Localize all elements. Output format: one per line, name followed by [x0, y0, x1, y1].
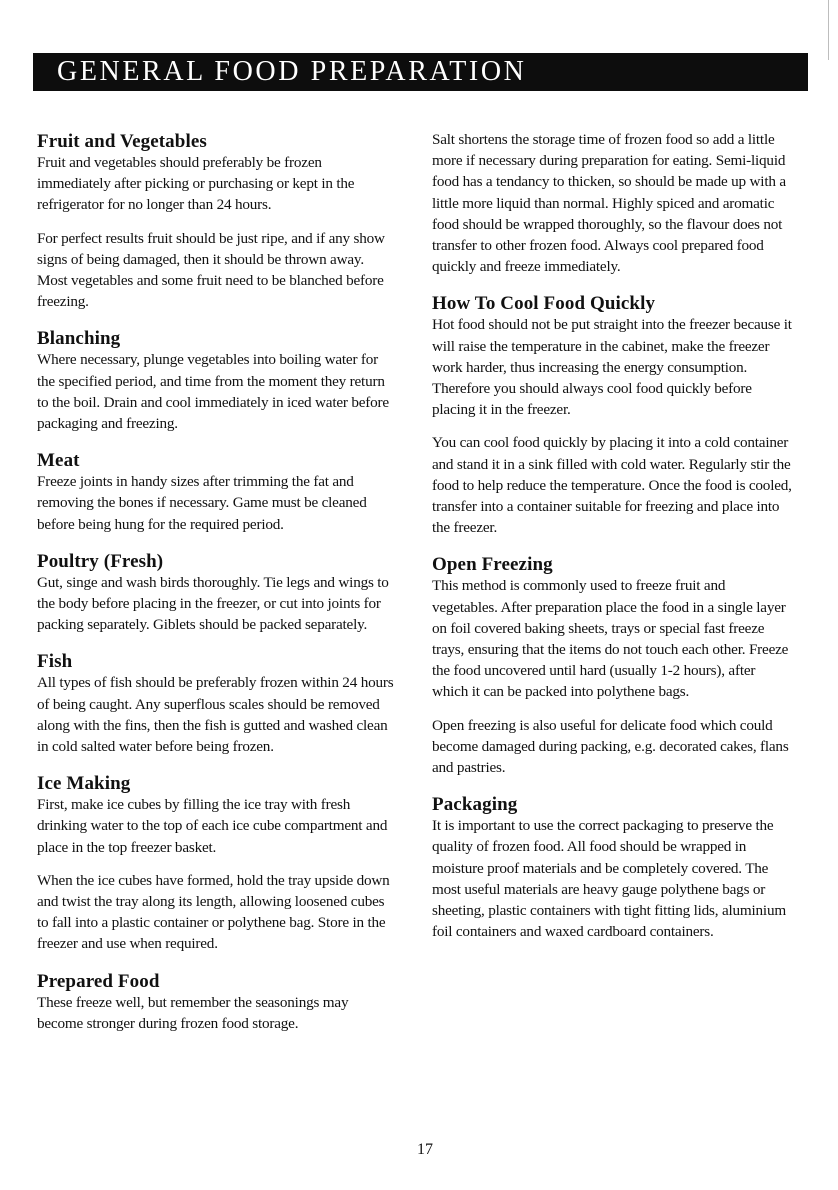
section-paragraph: This method is commonly used to freeze fruit and vegetables. After preparation place the food in a single layer on foil covered baking sheets, trays or special fast freeze trays, ensuring that the items do not touch each other. Freeze the food uncovered until hard (usually 1-2 hours), after which it can be packed into polythene bags. — [432, 577, 789, 701]
right-column — [432, 129, 792, 943]
section-paragraph: Gut, singe and wash birds thoroughly. Tie legs and wings to the body before placing in the freezer, or cut into joints for packing separately. Giblets should be packed separately. — [37, 573, 389, 634]
page-number: 17 — [417, 1141, 433, 1158]
section-heading: Fish — [37, 651, 73, 673]
section-paragraph: Hot food should not be put straight into the freezer because it will raise the temperature in the cabinet, make the freezer work harder, thus increasing the energy consumption. Therefore you should always cool food quickly before placing it in the freezer. — [432, 316, 792, 419]
section-blanching — [37, 328, 397, 434]
section-prepared-food — [37, 971, 397, 1034]
section-paragraph: First, make ice cubes by filling the ice tray with fresh drinking water to the top of each ice cube compartment and place in the top freezer basket. — [37, 796, 388, 856]
section-poultry-fresh — [37, 551, 397, 636]
section-paragraph: Freeze joints in handy sizes after trimming the fat and removing the bones if necessary. Game must be cleaned before being hung for the required period. — [37, 473, 367, 533]
section-heading: Prepared Food — [37, 970, 160, 992]
section-paragraph: It is important to use the correct packaging to preserve the quality of frozen food. All food should be wrapped in moisture proof materials and be completely covered. The most useful materials are heavy gauge polythene bags or sheeting, plastic containers with tight fitting lids, aluminium foil containers and waxed cardboard containers. — [432, 817, 786, 941]
section-heading: Ice Making — [37, 773, 131, 795]
section-how-to-cool-food-quickly — [432, 293, 792, 538]
section-paragraph: You can cool food quickly by placing it into a cold container and stand it in a sink filled with cold water. Regularly stir the food to help reduce the temperature. Once the food is cooled, transfer into a container suitable for freezing and place into the freezer. — [432, 434, 792, 537]
section-paragraph: These freeze well, but remember the seasonings may become stronger during frozen food storage. — [37, 993, 349, 1032]
section-paragraph: All types of fish should be preferably frozen within 24 hours of being caught. Any superflous scales should be removed along with the fins, then the fish is gutted and washed clean in cold salted water before being frozen. — [37, 674, 394, 756]
title-banner — [33, 53, 808, 91]
prepared-food-continued-paragraph: Salt shortens the storage time of frozen food so add a little more if necessary during preparation for eating. Semi-liquid food has a tendancy to thicken, so should be made up with a little more liquid than normal. Highly spiced and aromatic food should be wrapped thoroughly, so the flavour does not transfer to other frozen food. Always cool prepared food quickly and freeze immediately. — [432, 131, 786, 276]
page-title: GENERAL FOOD PREPARATION — [57, 56, 527, 87]
section-heading: Fruit and Vegetables — [37, 131, 207, 152]
section-fruit-and-vegetables — [37, 131, 397, 312]
page-edge-line — [828, 0, 829, 60]
section-heading: Poultry (Fresh) — [37, 550, 164, 572]
left-column — [37, 131, 397, 1034]
section-paragraph: Where necessary, plunge vegetables into boiling water for the specified period, and time from the moment they return to the boil. Drain and cool immediately in iced water before packaging and freezing. — [37, 351, 389, 433]
section-paragraph: When the ice cubes have formed, hold the tray upside down and twist the tray along its length, allowing loosened cubes to fall into a plastic container or polythene bag. Store in the freezer and use when required. — [37, 871, 390, 953]
section-open-freezing — [432, 554, 792, 778]
section-heading: Open Freezing — [432, 554, 553, 576]
section-heading: Meat — [37, 450, 80, 472]
section-fish — [37, 651, 397, 757]
section-heading: Blanching — [37, 328, 121, 350]
section-paragraph: Open freezing is also useful for delicate food which could become damaged during packing, e.g. decorated cakes, flans and pastries. — [432, 716, 789, 777]
section-meat — [37, 450, 397, 535]
section-paragraph: For perfect results fruit should be just ripe, and if any show signs of being damaged, then it should be thrown away. Most vegetables and some fruit need to be blanched before freezing. — [37, 229, 385, 311]
section-paragraph: Fruit and vegetables should preferably be frozen immediately after picking or purchasing or kept in the refrigerator for no longer than 24 hours. — [37, 154, 355, 214]
section-heading: How To Cool Food Quickly — [432, 293, 656, 315]
section-heading: Packaging — [432, 794, 518, 816]
section-packaging — [432, 794, 792, 942]
section-ice-making — [37, 773, 397, 954]
